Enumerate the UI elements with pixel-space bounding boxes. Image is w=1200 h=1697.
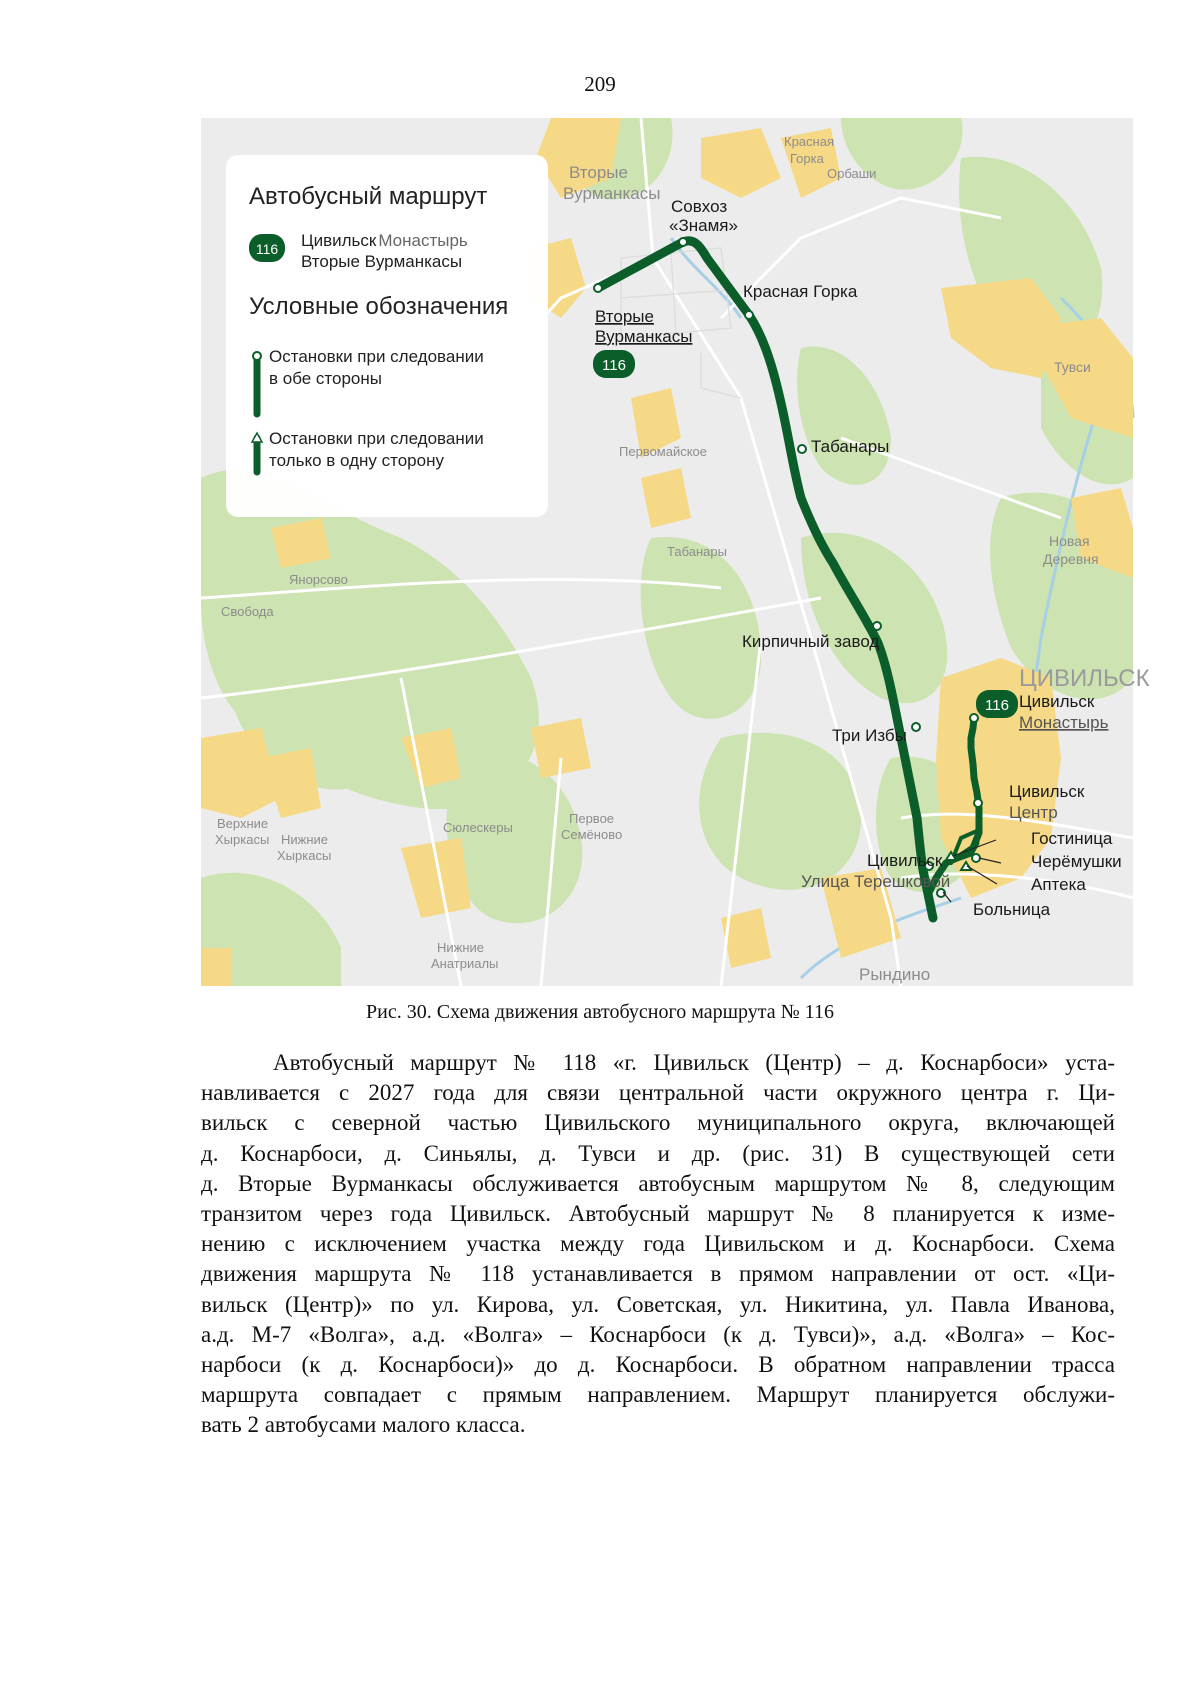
place-syuleskery: Сюлескеры [443,820,513,835]
paragraph-line: маршрута совпадает с прямым направлением. Маршрут планируется обслужи- [201,1382,1115,1408]
place-nizhnie-khyrkasy-line2: Хыркасы [277,848,332,863]
stop-kirpich-marker [873,622,881,630]
stop-apteka-label: Аптека [1031,875,1086,894]
place-ryndino: Рындино [859,965,931,984]
route-badge-vurmankasy [593,350,635,378]
stop-tabanary-marker [798,445,806,453]
stop-bolnitsa-label: Больница [973,900,1051,919]
stop-kirpich-label: Кирпичный завод [742,632,880,651]
paragraph-line: вильск с северной частью Цивильского муниципального округа, включающей [201,1110,1115,1136]
stop-tsivilsk-monastyr-label-line2: Монастырь [1019,713,1109,732]
stop-tri-izby-label: Три Избы [832,726,907,745]
place-verkhnie-khyrkasy-line1: Верхние [217,816,269,831]
stop-cheremushki-marker [972,854,980,862]
legend-symbols-title: Условные обозначения [249,293,509,320]
legend-route-from [301,231,468,250]
stop-gostinitsa-label: Гостиница [1031,829,1113,848]
place-pervoe-semenovo [561,811,622,842]
stop-tsivilsk-center-label-line1: Цивильск [1009,782,1085,801]
stop-cheremushki-label: Черёмушки [1031,852,1122,871]
paragraph-line: д. Вторые Вурманкасы обслуживается автобусным маршрутом № 8, следующим [201,1170,1115,1196]
paragraph-line: а.д. М-7 «Волга», а.д. «Волга» – Коснарбоси (к д. Тувси)», а.д. «Волга» – Кос- [201,1321,1115,1347]
place-yanorsovo: Янорсово [289,572,348,587]
paragraph-line: вать 2 автобусами малого класса. [201,1412,526,1438]
route-map [201,118,1150,986]
place-tuvsi: Тувси [1054,359,1091,375]
figure-caption: Рис. 30. Схема движения автобусного маршрута № 116 [366,1001,834,1023]
place-verkhnie-khyrkasy [215,816,269,847]
place-krasnaya-gorka-line2: Горка [790,151,824,166]
paragraph-line: нарбоси (к д. Коснарбоси)» до д. Коснарбоси. В обратном направлении трасса [201,1351,1115,1377]
place-pervoe-semenovo-line1: Первое [569,811,615,826]
legend-both-ways-line2: в обе стороны [269,369,382,388]
place-tsivilsk-city: ЦИВИЛЬСК [1019,665,1150,692]
stop-tsivilsk-center-marker [974,799,982,807]
route-badge-vurmankasy-label: 116 [602,357,626,374]
map-legend [226,155,548,517]
paragraph-line: навливается с 2027 года для связи центральной части окружного центра г. Ци- [201,1080,1115,1106]
place-nizhnie-khyrkasy-line1: Нижние [281,832,329,847]
stop-tsivilsk-center-label-line2: Центр [1009,803,1058,822]
place-novaya-derevnya-line1: Новая [1049,533,1090,549]
stop-sovkhoz-znamya-label-line1: Совхоз [671,197,728,216]
stop-tri-izby-marker [912,723,920,731]
legend-route-from-name: Цивильск [301,231,377,250]
place-vtorye-vurmankasy-line2: Вурманкасы [563,184,661,203]
paragraph-line: транзитом через года Цивильск. Автобусный маршрут № 8 планируется к изме- [201,1200,1115,1226]
legend-route-to: Вторые Вурманкасы [301,252,463,271]
stop-tsivilsk-tereshkovoy-label-line2: Улица Терешковой [801,872,951,891]
paragraph-line: Автобусный маршрут № 118 «г. Цивильск (Центр) – д. Коснарбоси» уста- [273,1050,1115,1075]
place-krasnaya-gorka-line1: Красная [784,134,834,149]
page-number: 209 [584,72,616,96]
stop-vtorye-vurmankasy-label-line1: Вторые [595,307,654,326]
stop-krasnaya-gorka-label: Красная Горка [743,282,858,301]
paragraph-line: вильск (Центр)» по ул. Кирова, ул. Советская, ул. Никитина, ул. Павла Иванова, [201,1291,1115,1317]
legend-one-way-line1: Остановки при следовании [269,429,484,448]
stop-krasnaya-gorka-marker [745,311,753,319]
stop-vtorye-vurmankasy-marker [594,284,602,292]
paragraph-line: движения маршрута № 118 устанавливается в прямом направлении от ост. «Ци- [201,1261,1115,1287]
legend-both-ways-stop-icon [253,352,261,360]
stop-sovkhoz-znamya-marker [679,238,687,246]
place-tabanary: Табанары [667,544,727,559]
body-paragraph [201,1048,1115,1440]
stop-tsivilsk-monastyr-label-line1: Цивильск [1019,692,1095,711]
legend-route-number: 116 [255,241,279,257]
stop-tsivilsk-monastyr-marker [970,714,978,722]
place-vtorye-vurmankasy-line1: Вторые [569,163,628,182]
place-pervoe-semenovo-line2: Семёново [561,827,623,842]
place-nizhnie-khyrkasy [277,832,331,863]
legend-both-ways-line1: Остановки при следовании [269,347,484,366]
legend-route-from-suffix: Монастырь [378,231,468,250]
stop-tabanary-label: Табанары [811,437,890,456]
place-orbashi: Орбаши [827,166,877,181]
paragraph-line: нению с исключением участка между года Цивильском и д. Коснарбоси. Схема [201,1231,1115,1257]
place-svoboda: Свобода [221,604,274,619]
route-map-figure [201,118,1150,986]
route-badge-tsivilsk [976,690,1018,718]
place-nizhnie-anatrialy-line1: Нижние [437,940,485,955]
stop-tsivilsk-tereshkovoy-label-line1: Цивильск [867,851,943,870]
legend-title: Автобусный маршрут [249,183,488,210]
place-verkhnie-khyrkasy-line2: Хыркасы [215,832,270,847]
place-pervomayskoe: Первомайское [619,444,708,459]
place-novaya-derevnya-line2: Деревня [1043,551,1099,567]
legend-one-way-line2: только в одну сторону [269,451,444,470]
place-nizhnie-anatrialy-line2: Анатриалы [431,956,499,971]
stop-vtorye-vurmankasy-label-line2: Вурманкасы [595,327,693,346]
paragraph-line: д. Коснарбоси, д. Синьялы, д. Тувси и др. (рис. 31) В существующей сети [201,1140,1115,1166]
stop-sovkhoz-znamya-label-line2: «Знамя» [669,216,738,235]
route-badge-tsivilsk-label: 116 [985,697,1009,714]
